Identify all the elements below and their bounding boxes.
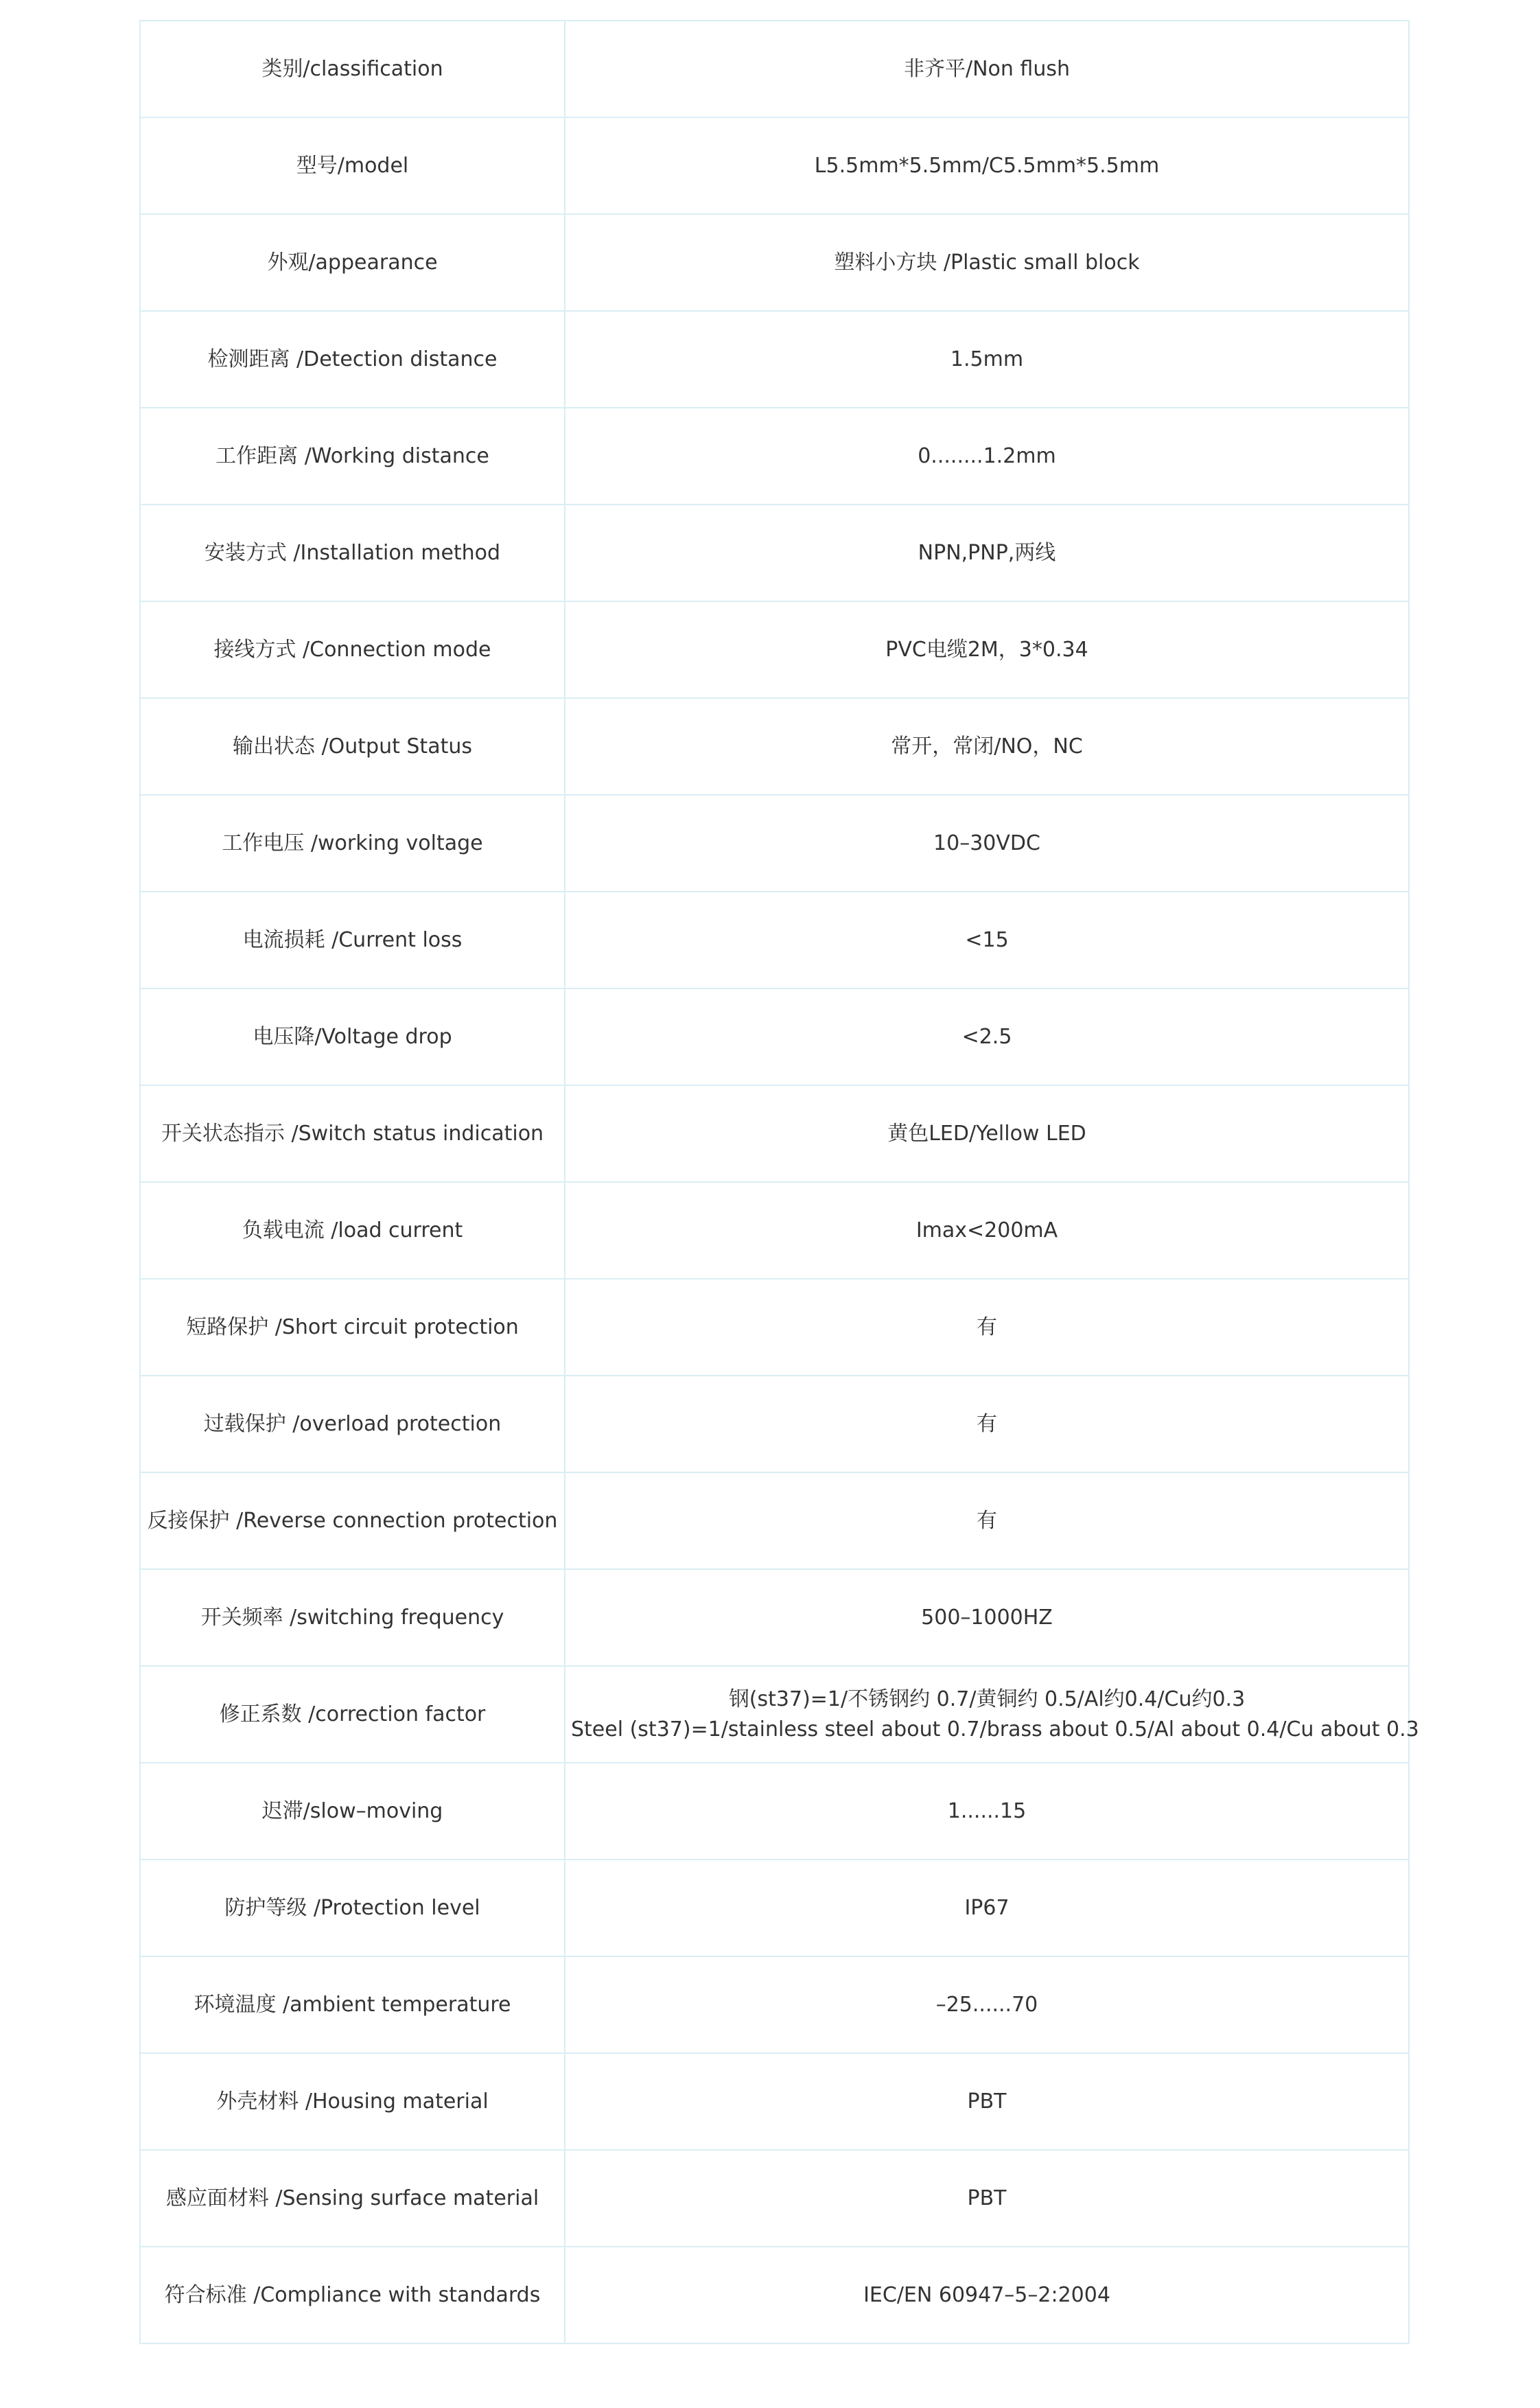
value-cell bbox=[565, 1763, 1409, 1860]
value-line: 有 bbox=[977, 1315, 997, 1339]
value-line: 有 bbox=[977, 1508, 997, 1533]
value-line: 钢(st37)=1/不锈钢约 0.7/黄铜约 0.5/Al约0.4/Cu约0.3 bbox=[728, 1687, 1246, 1711]
table-row bbox=[140, 698, 1409, 795]
table-row bbox=[140, 2053, 1409, 2150]
table-row bbox=[140, 408, 1409, 505]
table-row bbox=[140, 1666, 1409, 1763]
value-line: IP67 bbox=[964, 1895, 1010, 1920]
value-line: –25......70 bbox=[935, 1992, 1038, 2017]
value-line: Imax<200mA bbox=[915, 1218, 1058, 1242]
table-row bbox=[140, 1956, 1409, 2053]
param-cell: 防护等级 /Protection level bbox=[140, 1860, 565, 1956]
param-cell: 电流损耗 /Current loss bbox=[140, 892, 565, 988]
table-row bbox=[140, 1182, 1409, 1279]
value-line: L5.5mm*5.5mm/C5.5mm*5.5mm bbox=[814, 153, 1160, 178]
param-cell: 迟滞/slow–moving bbox=[140, 1763, 565, 1860]
table-row bbox=[140, 892, 1409, 988]
param-cell: 安装方式 /Installation method bbox=[140, 505, 565, 601]
table-row bbox=[140, 21, 1409, 117]
param-cell: 类别/classification bbox=[140, 21, 565, 117]
value-cell bbox=[565, 408, 1409, 505]
value-cell bbox=[565, 2053, 1409, 2150]
value-cell bbox=[565, 117, 1409, 214]
param-cell: 开关频率 /switching frequency bbox=[140, 1569, 565, 1666]
table-row bbox=[140, 601, 1409, 698]
value-cell bbox=[565, 1956, 1409, 2053]
param-cell: 检测距离 /Detection distance bbox=[140, 311, 565, 408]
value-line: 0........1.2mm bbox=[918, 443, 1056, 468]
value-cell bbox=[565, 988, 1409, 1085]
value-cell bbox=[565, 1860, 1409, 1956]
value-line: NPN,PNP,两线 bbox=[918, 540, 1056, 565]
value-line: 10–30VDC bbox=[933, 831, 1040, 855]
param-cell: 外观/appearance bbox=[140, 214, 565, 311]
param-cell: 修正系数 /correction factor bbox=[140, 1666, 565, 1763]
table-row bbox=[140, 214, 1409, 311]
param-cell: 开关状态指示 /Switch status indication bbox=[140, 1085, 565, 1182]
param-cell: 感应面材料 /Sensing surface material bbox=[140, 2150, 565, 2247]
param-cell: 型号/model bbox=[140, 117, 565, 214]
value-cell bbox=[565, 795, 1409, 892]
table-row bbox=[140, 1472, 1409, 1569]
param-cell: 短路保护 /Short circuit protection bbox=[140, 1279, 565, 1376]
param-cell: 接线方式 /Connection mode bbox=[140, 601, 565, 698]
value-line: Steel (st37)=1/stainless steel about 0.7/brass about 0.5/Al about 0.4/Cu about 0.3 bbox=[571, 1717, 1419, 1741]
value-line: 1.5mm bbox=[950, 347, 1024, 371]
table-row bbox=[140, 2247, 1409, 2343]
table-row bbox=[140, 2150, 1409, 2247]
value-cell bbox=[565, 1472, 1409, 1569]
value-cell bbox=[565, 601, 1409, 698]
param-cell: 负载电流 /load current bbox=[140, 1182, 565, 1279]
value-line: <2.5 bbox=[961, 1024, 1012, 1049]
param-cell: 环境温度 /ambient temperature bbox=[140, 1956, 565, 2053]
param-cell: 工作距离 /Working distance bbox=[140, 408, 565, 505]
table-row bbox=[140, 1085, 1409, 1182]
table-row bbox=[140, 795, 1409, 892]
value-line: 黄色LED/Yellow LED bbox=[887, 1121, 1086, 1146]
param-cell: 外壳材料 /Housing material bbox=[140, 2053, 565, 2150]
param-cell: 电压降/Voltage drop bbox=[140, 988, 565, 1085]
table-row bbox=[140, 1763, 1409, 1860]
value-cell bbox=[565, 1085, 1409, 1182]
value-line: IEC/EN 60947–5–2:2004 bbox=[863, 2282, 1110, 2307]
table-row bbox=[140, 505, 1409, 601]
value-cell bbox=[565, 1182, 1409, 1279]
value-cell bbox=[565, 1569, 1409, 1666]
value-cell bbox=[565, 2150, 1409, 2247]
spec-table bbox=[139, 20, 1419, 2344]
value-cell bbox=[565, 892, 1409, 988]
value-cell bbox=[565, 1279, 1409, 1376]
spec-table-body bbox=[140, 21, 1419, 2343]
value-cell bbox=[565, 1666, 1419, 1763]
value-cell bbox=[565, 505, 1409, 601]
table-row bbox=[140, 117, 1409, 214]
param-cell: 符合标准 /Compliance with standards bbox=[140, 2247, 565, 2343]
value-line: 常开，常闭/NO，NC bbox=[891, 734, 1083, 759]
table-row bbox=[140, 1279, 1409, 1376]
value-cell bbox=[565, 2247, 1409, 2343]
value-cell bbox=[565, 1376, 1409, 1472]
value-line: 500–1000HZ bbox=[921, 1605, 1053, 1630]
table-row bbox=[140, 311, 1409, 408]
value-cell bbox=[565, 21, 1409, 117]
param-cell: 输出状态 /Output Status bbox=[140, 698, 565, 795]
table-row bbox=[140, 1376, 1409, 1472]
table-row bbox=[140, 988, 1409, 1085]
value-line: <15 bbox=[965, 927, 1009, 952]
value-line: PBT bbox=[967, 2089, 1007, 2114]
value-line: PVC电缆2M，3*0.34 bbox=[885, 637, 1088, 662]
value-line: 非齐平/Non flush bbox=[903, 56, 1070, 81]
value-cell bbox=[565, 311, 1409, 408]
value-line: 1......15 bbox=[947, 1798, 1027, 1823]
value-line: 塑料小方块 /Plastic small block bbox=[834, 250, 1140, 275]
value-cell bbox=[565, 214, 1409, 311]
value-cell bbox=[565, 698, 1409, 795]
value-line: PBT bbox=[967, 2186, 1007, 2210]
param-cell: 反接保护 /Reverse connection protection bbox=[140, 1472, 565, 1569]
table-row bbox=[140, 1860, 1409, 1956]
value-line: 有 bbox=[977, 1411, 997, 1436]
param-cell: 工作电压 /working voltage bbox=[140, 795, 565, 892]
table-row bbox=[140, 1569, 1409, 1666]
param-cell: 过载保护 /overload protection bbox=[140, 1376, 565, 1472]
